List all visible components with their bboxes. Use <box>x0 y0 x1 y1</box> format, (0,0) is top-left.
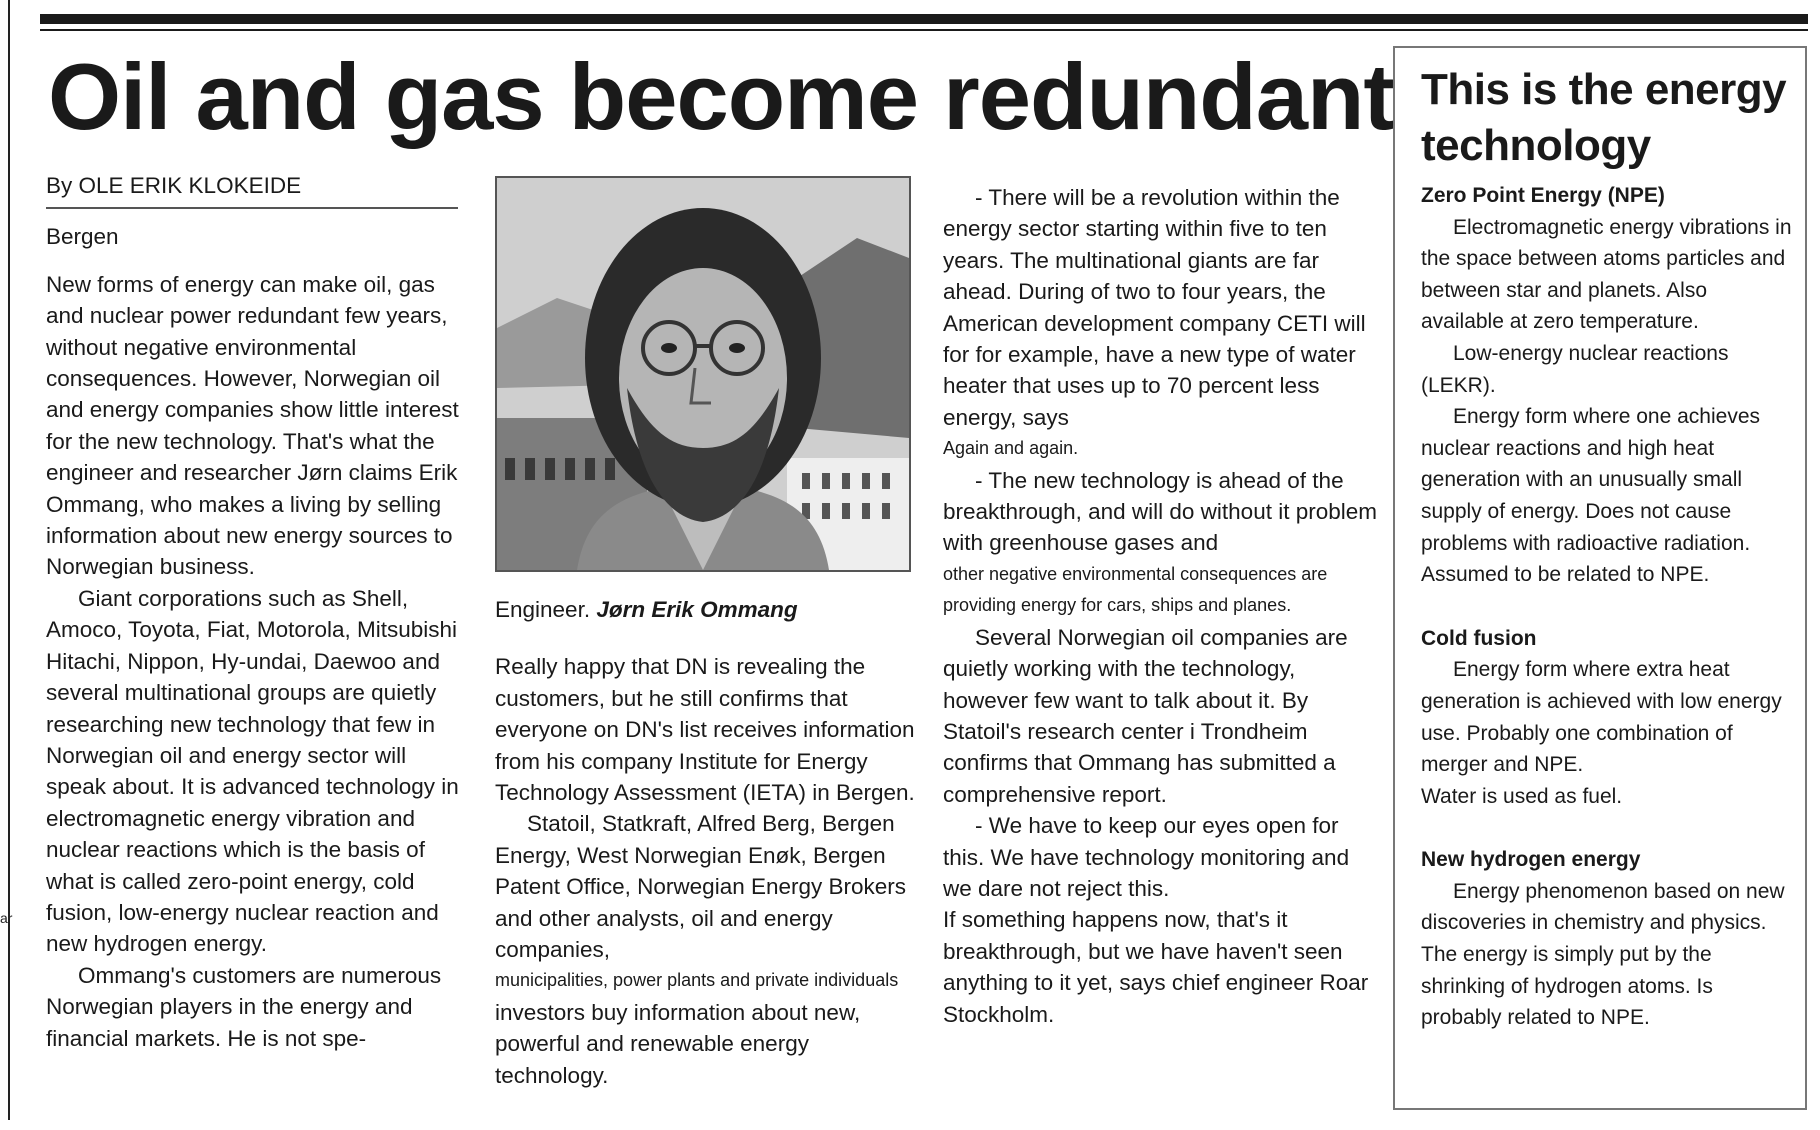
col3-small-line-2: other negative environmental consequences are providing energy for cars, ships and planes. <box>943 563 1328 616</box>
col1-paragraph-2: Giant corporations such as Shell, Amoco, Toyota, Fiat, Motorola, Mitsubishi Hitachi, Nippon, Hy-undai, Daewoo and several multinational groups are quietly researching new technology that few in Norwegian oil and energy sector will speak about. It is advanced technology in electromagnetic energy vibration and nuclear reactions which is the basis of what is called zero-point energy, cold fusion, low-energy nuclear reaction and new hydrogen energy. <box>46 585 459 957</box>
sidebar-heading-zero-point: Zero Point Energy (NPE) <box>1421 184 1665 207</box>
photo-caption-prefix: Engineer. <box>495 597 591 622</box>
dateline: Bergen <box>46 224 119 250</box>
fact-box-sidebar <box>1393 46 1807 1110</box>
col3-small-line-1: Again and again. <box>943 438 1079 459</box>
sidebar-text: Assumed to be related to NPE. <box>1421 563 1710 587</box>
sidebar-section-cold-fusion <box>1421 623 1795 813</box>
col2-paragraph-3: investors buy information about new, powerful and renewable energy technology. <box>495 999 861 1088</box>
col3-paragraph-1: - There will be a revolution within the energy sector starting within five to ten years. The multinational giants are far ahead. During of two to four years, the American development company CETI will for for example, have a new type of water heater that uses up to 70 percent less energy, says <box>943 185 1366 430</box>
col2-paragraph-1: Really happy that DN is revealing the customers, but he still confirms that everyone on DN's list receives information from his company Institute for Energy Technology Assessment (IETA) in Bergen. <box>495 654 915 806</box>
col3-paragraph-5: If something happens now, that's it breakthrough, but we have haven't seen anything to it yet, says chief engineer Roar Stockholm. <box>943 907 1369 1027</box>
article-headline: Oil and gas become redundant <box>48 44 1394 149</box>
sidebar-heading-cold-fusion: Cold fusion <box>1421 626 1537 650</box>
portrait-photo <box>495 176 911 572</box>
sidebar-text: Water is used as fuel. <box>1421 784 1623 808</box>
col3-paragraph-2: - The new technology is ahead of the breakthrough, and will do without it problem with greenhouse gases and <box>943 467 1377 556</box>
portrait-illustration <box>497 178 909 570</box>
sidebar-text: Energy phenomenon based on new discoveries in chemistry and physics. The energy is simply put by the shrinking of hydrogen atoms. Is probably related to NPE. <box>1421 879 1785 1030</box>
col2-paragraph-2: Statoil, Statkraft, Alfred Berg, Bergen Energy, West Norwegian Enøk, Bergen Patent Office, Norwegian Energy Brokers and other analysts, oil and energy companies, <box>495 811 907 963</box>
photo-caption <box>495 594 925 625</box>
col3-paragraph-4: - We have to keep our eyes open for this. We have technology monitoring and we dare not reject this. <box>943 813 1350 901</box>
col2-small-line: municipalities, power plants and private individuals <box>495 970 899 991</box>
sidebar-heading-hydrogen: New hydrogen energy <box>1421 848 1641 872</box>
sidebar-text: Energy form where extra heat generation is achieved with low energy use. Probably one combination of merger and NPE. <box>1421 658 1782 777</box>
sidebar-section-hydrogen <box>1421 844 1795 1034</box>
photo-caption-name: Jørn Erik Ommang <box>596 597 798 622</box>
col3-paragraph-3: Several Norwegian oil companies are quietly working with the technology, however few want to talk about it. By Statoil's research center i Trondheim confirms that Ommang has submitted a comprehensive report. <box>943 624 1348 807</box>
sidebar-text: Energy form where one achieves nuclear reactions and high heat generation with an unusually small supply of energy. Does not cause problems with radioactive radiation. <box>1421 405 1760 555</box>
sidebar-text: Electromagnetic energy vibrations in the space between atoms particles and between star and planets. Also available at zero temperature. <box>1421 215 1792 334</box>
header-rule-thick <box>40 14 1808 24</box>
article-column-1 <box>46 170 466 1054</box>
sidebar-title: This is the energy technology <box>1421 65 1787 170</box>
header-rule-thin <box>40 29 1808 31</box>
page-edge-mark: ar <box>0 910 13 926</box>
sidebar-text: Low-energy nuclear reactions (LEKR). <box>1421 341 1729 397</box>
article-column-3 <box>943 182 1383 1030</box>
sidebar-section-zero-point <box>1421 180 1795 591</box>
col1-paragraph-1: New forms of energy can make oil, gas and nuclear power redundant few years, without negative environmental consequences. However, Norwegian oil and energy companies show little interest for the new technology. That's what the engineer and researcher Jørn claims Erik Ommang, who makes a living by selling information about new energy sources to Norwegian business. <box>46 271 459 580</box>
article-column-2 <box>495 176 925 1091</box>
page-edge-line <box>8 0 10 1120</box>
byline: By OLE ERIK KLOKEIDE <box>46 170 458 209</box>
col1-paragraph-3: Ommang's customers are numerous Norwegian players in the energy and financial markets. He is not spe- <box>46 962 442 1051</box>
